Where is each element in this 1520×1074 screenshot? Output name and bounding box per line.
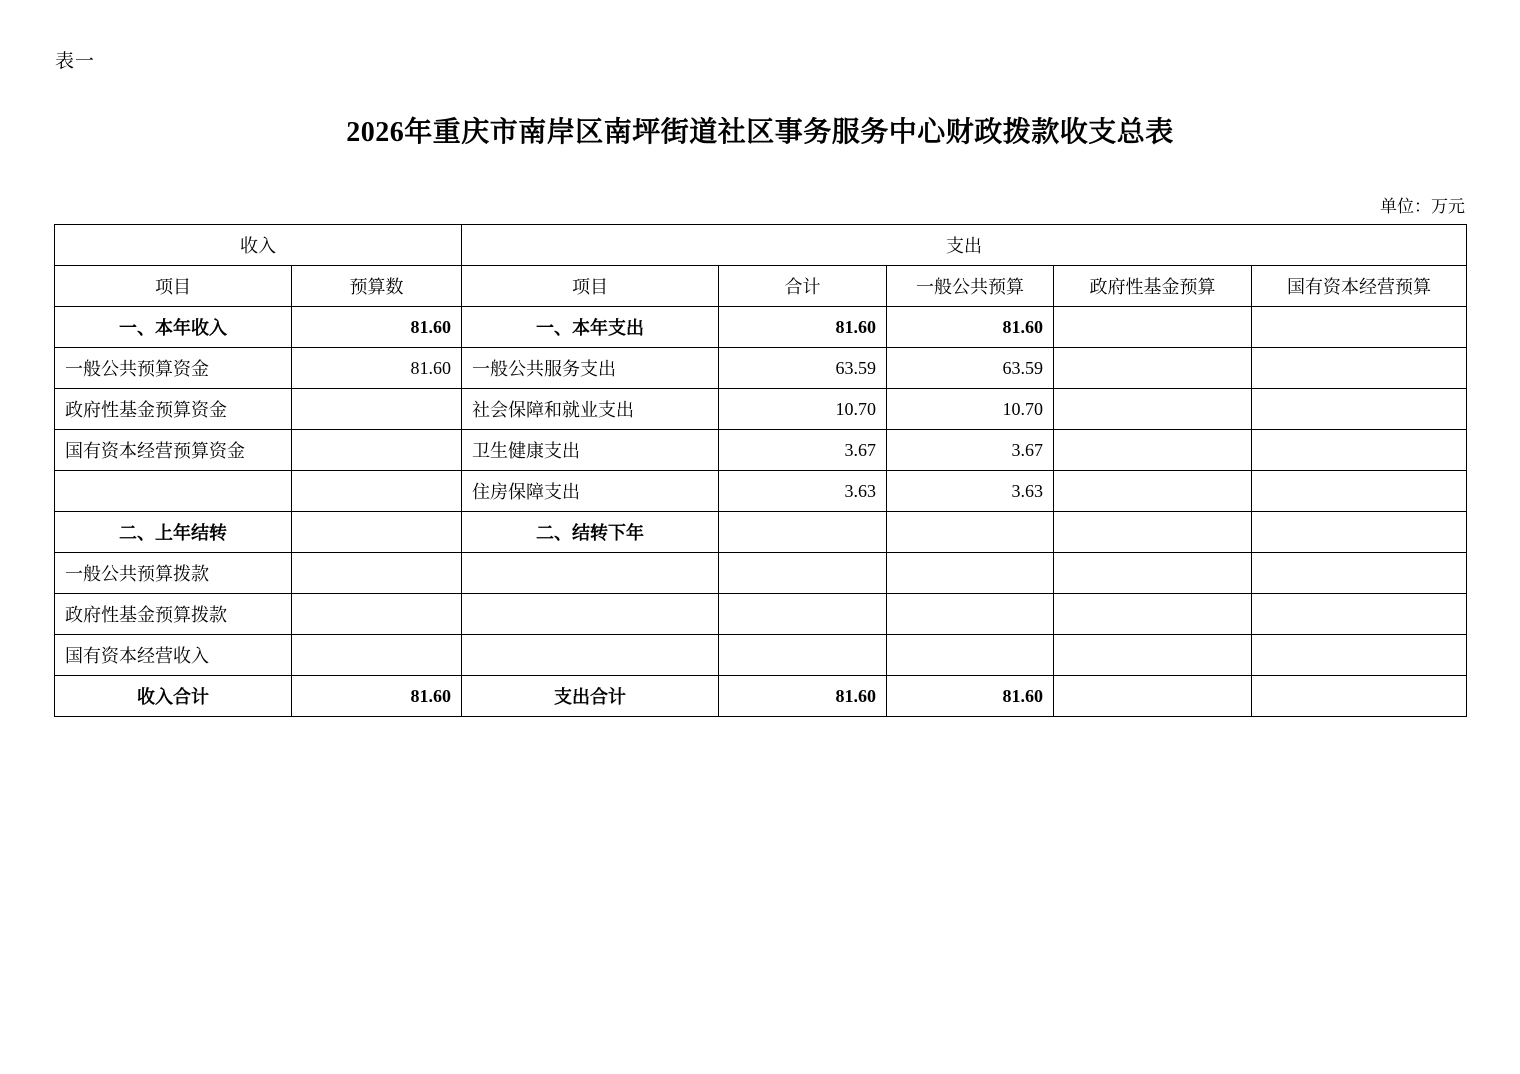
cell-expense-item: 一、本年支出	[462, 307, 719, 348]
cell-general-public	[887, 512, 1054, 553]
cell-income-item: 国有资本经营预算资金	[55, 430, 292, 471]
cell-general-public	[887, 635, 1054, 676]
column-header-general-public: 一般公共预算	[887, 266, 1054, 307]
cell-general-public: 63.59	[887, 348, 1054, 389]
cell-income-total-label: 收入合计	[55, 676, 292, 717]
cell-income-budget: 81.60	[292, 307, 462, 348]
cell-state-capital	[1252, 553, 1467, 594]
cell-income-item: 一般公共预算资金	[55, 348, 292, 389]
cell-expense-item: 住房保障支出	[462, 471, 719, 512]
cell-total: 81.60	[719, 307, 887, 348]
cell-expense-item	[462, 635, 719, 676]
cell-gov-fund	[1054, 307, 1252, 348]
cell-expense-total-general-public: 81.60	[887, 676, 1054, 717]
cell-gov-fund	[1054, 389, 1252, 430]
cell-total	[719, 635, 887, 676]
cell-general-public: 3.63	[887, 471, 1054, 512]
table-row	[55, 594, 1467, 635]
column-header-income-item: 项目	[55, 266, 292, 307]
budget-table	[54, 224, 1467, 717]
cell-total: 10.70	[719, 389, 887, 430]
column-header-total: 合计	[719, 266, 887, 307]
cell-gov-fund	[1054, 594, 1252, 635]
cell-expense-total-gov-fund	[1054, 676, 1252, 717]
cell-gov-fund	[1054, 348, 1252, 389]
cell-total: 3.63	[719, 471, 887, 512]
cell-income-item: 一般公共预算拨款	[55, 553, 292, 594]
cell-income-budget	[292, 553, 462, 594]
cell-expense-item: 二、结转下年	[462, 512, 719, 553]
cell-income-budget	[292, 430, 462, 471]
cell-gov-fund	[1054, 635, 1252, 676]
sheet-label: 表一	[55, 51, 96, 72]
cell-general-public	[887, 553, 1054, 594]
cell-total	[719, 594, 887, 635]
cell-income-budget	[292, 512, 462, 553]
table-row	[55, 512, 1467, 553]
cell-expense-item	[462, 553, 719, 594]
table-group-header-row	[55, 225, 1467, 266]
cell-expense-item	[462, 594, 719, 635]
cell-state-capital	[1252, 635, 1467, 676]
cell-state-capital	[1252, 307, 1467, 348]
cell-expense-item: 社会保障和就业支出	[462, 389, 719, 430]
table-row	[55, 471, 1467, 512]
column-header-income-budget: 预算数	[292, 266, 462, 307]
table-total-row	[55, 676, 1467, 717]
cell-total	[719, 553, 887, 594]
table-row	[55, 389, 1467, 430]
column-header-gov-fund: 政府性基金预算	[1054, 266, 1252, 307]
cell-income-budget	[292, 594, 462, 635]
cell-state-capital	[1252, 512, 1467, 553]
page-title: 2026年重庆市南岸区南坪街道社区事务服务中心财政拨款收支总表	[346, 117, 1174, 148]
column-header-state-capital: 国有资本经营预算	[1252, 266, 1467, 307]
cell-income-budget	[292, 389, 462, 430]
cell-income-item: 二、上年结转	[55, 512, 292, 553]
unit-label: 单位：万元	[1380, 197, 1465, 216]
cell-general-public: 3.67	[887, 430, 1054, 471]
cell-expense-item: 卫生健康支出	[462, 430, 719, 471]
cell-income-item	[55, 471, 292, 512]
cell-state-capital	[1252, 471, 1467, 512]
cell-income-total-value: 81.60	[292, 676, 462, 717]
cell-income-budget: 81.60	[292, 348, 462, 389]
table-row	[55, 553, 1467, 594]
cell-expense-total-value: 81.60	[719, 676, 887, 717]
cell-gov-fund	[1054, 512, 1252, 553]
cell-general-public: 10.70	[887, 389, 1054, 430]
cell-total: 63.59	[719, 348, 887, 389]
cell-income-item: 国有资本经营收入	[55, 635, 292, 676]
table-column-header-row	[55, 266, 1467, 307]
cell-gov-fund	[1054, 430, 1252, 471]
cell-total	[719, 512, 887, 553]
cell-income-item: 政府性基金预算资金	[55, 389, 292, 430]
cell-expense-total-label: 支出合计	[462, 676, 719, 717]
cell-general-public: 81.60	[887, 307, 1054, 348]
group-header-income: 收入	[55, 225, 462, 266]
cell-expense-item: 一般公共服务支出	[462, 348, 719, 389]
column-header-expense-item: 项目	[462, 266, 719, 307]
cell-income-budget	[292, 635, 462, 676]
cell-income-budget	[292, 471, 462, 512]
table-row	[55, 348, 1467, 389]
cell-total: 3.67	[719, 430, 887, 471]
table-row	[55, 430, 1467, 471]
cell-expense-total-state-capital	[1252, 676, 1467, 717]
group-header-expense: 支出	[462, 225, 1467, 266]
cell-gov-fund	[1054, 471, 1252, 512]
cell-state-capital	[1252, 594, 1467, 635]
cell-income-item: 政府性基金预算拨款	[55, 594, 292, 635]
cell-gov-fund	[1054, 553, 1252, 594]
cell-state-capital	[1252, 389, 1467, 430]
table-row	[55, 307, 1467, 348]
cell-general-public	[887, 594, 1054, 635]
cell-income-item: 一、本年收入	[55, 307, 292, 348]
cell-state-capital	[1252, 430, 1467, 471]
cell-state-capital	[1252, 348, 1467, 389]
table-row	[55, 635, 1467, 676]
